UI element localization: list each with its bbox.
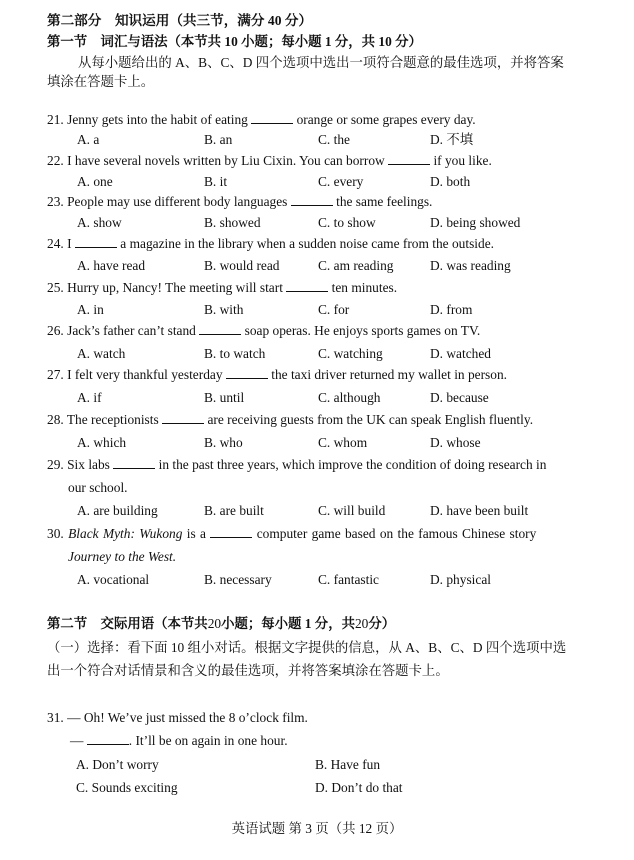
question-24-stem xyxy=(47,235,494,253)
question-25-stem xyxy=(47,279,397,297)
answer-blank xyxy=(286,279,328,292)
question-text-pre: Jenny gets into the habit of eating xyxy=(67,112,248,127)
option-c: C. to show xyxy=(318,215,376,230)
option-d: D. 不填 xyxy=(430,132,474,147)
option-a: A. are building xyxy=(77,503,158,518)
dialogue-line2-text: . It’ll be on again in one hour. xyxy=(128,733,288,748)
option-c: C. whom xyxy=(318,435,368,450)
option-d: D. watched xyxy=(430,346,491,361)
question-text-post: the same feelings. xyxy=(336,194,433,209)
dialogue-31-line2 xyxy=(70,732,288,750)
answer-blank xyxy=(87,732,129,745)
option-c: C. fantastic xyxy=(318,572,379,587)
option-d: D. physical xyxy=(430,572,491,587)
dialogue-line1-text: Oh! We’ve just missed the 8 o’clock film. xyxy=(83,710,308,725)
answer-blank xyxy=(226,366,268,379)
question-number: 22. xyxy=(47,153,64,168)
question-text-pre: I xyxy=(67,236,72,251)
option-a: A. vocational xyxy=(77,572,150,587)
option-b: B. would read xyxy=(204,258,280,273)
option-d: D. because xyxy=(430,390,489,405)
option-a: A. Don’t worry xyxy=(76,757,159,772)
question-number: 24. xyxy=(47,236,64,251)
dialogue-dash: — xyxy=(70,733,84,748)
option-d: D. from xyxy=(430,302,473,317)
option-d: D. was reading xyxy=(430,258,511,273)
option-d: D. Don’t do that xyxy=(315,780,403,795)
question-number: 26. xyxy=(47,323,64,338)
question-number: 27. xyxy=(47,367,64,382)
question-text-pre: Jack’s father can’t stand xyxy=(67,323,196,338)
question-30-continuation xyxy=(68,548,176,566)
question-28-stem xyxy=(47,411,533,429)
question-text-pre: The receptionists xyxy=(66,412,159,427)
option-a: A. have read xyxy=(77,258,146,273)
option-b: B. necessary xyxy=(204,572,272,587)
question-text-post: the taxi driver returned my wallet in person. xyxy=(271,367,507,382)
part-heading: 第二部分 知识运用（共三节，满分 40 分） xyxy=(47,13,313,28)
option-a: A. one xyxy=(77,174,113,189)
option-b: B. until xyxy=(204,390,245,405)
question-text-post: ten minutes. xyxy=(331,280,398,295)
answer-blank xyxy=(162,411,204,424)
question-21-stem xyxy=(47,111,476,129)
question-23-stem xyxy=(47,193,432,211)
option-b: B. who xyxy=(204,435,243,450)
question-text-post: orange or some grapes every day. xyxy=(296,112,476,127)
option-c: C. every xyxy=(318,174,364,189)
answer-blank xyxy=(291,193,333,206)
section1-intro-line2: 填涂在答题卡上。 xyxy=(47,74,155,89)
option-d: D. being showed xyxy=(430,215,521,230)
option-d: D. have been built xyxy=(430,503,529,518)
option-c: C. am reading xyxy=(318,258,394,273)
dialogue-dash: — xyxy=(67,710,81,725)
question-text-pre: Hurry up, Nancy! The meeting will start xyxy=(67,280,283,295)
question-text-pre: I have several novels written by Liu Cixin. You can borrow xyxy=(67,153,385,168)
question-text-post: in the past three years, which improve the condition of doing research in xyxy=(158,457,547,472)
question-text-pre: Six labs xyxy=(67,457,110,472)
option-b: B. Have fun xyxy=(315,757,381,772)
option-a: A. a xyxy=(77,132,100,147)
question-text-post: a magazine in the library when a sudden noise came from the outside. xyxy=(120,236,494,251)
option-a: A. if xyxy=(77,390,102,405)
option-b: B. showed xyxy=(204,215,261,230)
option-a: A. show xyxy=(77,215,122,230)
answer-blank xyxy=(113,456,155,469)
question-text-post: soap operas. He enjoys sports games on TV. xyxy=(244,323,481,338)
question-29-continuation: our school. xyxy=(68,480,128,495)
question-number: 23. xyxy=(47,194,64,209)
question-text-pre: I felt very thankful yesterday xyxy=(67,367,223,382)
question-text-pre: is a xyxy=(186,526,206,541)
page-footer: 英语试题 第 3 页（共 12 页） xyxy=(231,821,403,836)
question-text-post: are receiving guests from the UK can speak English fluently. xyxy=(207,412,534,427)
question-number: 29. xyxy=(47,457,64,472)
option-b: B. are built xyxy=(204,503,264,518)
section2-sub-line1: （一）选择：看下面 10 组小对话。根据文字提供的信息，从 A、B、C、D 四个选项中选 xyxy=(47,640,567,655)
question-number: 25. xyxy=(47,280,64,295)
game-title: Black Myth: Wukong xyxy=(68,526,183,541)
answer-blank xyxy=(251,111,293,124)
question-26-stem xyxy=(47,322,480,340)
option-b: B. with xyxy=(204,302,244,317)
answer-blank xyxy=(199,322,241,335)
question-text-post: computer game based on the famous Chinese story xyxy=(256,526,537,541)
question-27-stem xyxy=(47,366,507,384)
question-number: 30. xyxy=(47,526,64,541)
option-a: A. in xyxy=(77,302,104,317)
section2-heading: 第二节 交际用语（本节共20小题；每小题 1 分，共20分） xyxy=(47,616,396,631)
option-a: A. watch xyxy=(77,346,126,361)
option-c: C. watching xyxy=(318,346,383,361)
question-text-post: if you like. xyxy=(433,153,492,168)
question-22-stem xyxy=(47,152,492,170)
option-b: B. an xyxy=(204,132,233,147)
option-c: C. Sounds exciting xyxy=(76,780,178,795)
option-d: D. whose xyxy=(430,435,481,450)
section1-heading: 第一节 词汇与语法（本节共 10 小题；每小题 1 分，共 10 分） xyxy=(47,34,422,49)
question-number: 21. xyxy=(47,112,64,127)
story-title: Journey to the West. xyxy=(68,549,177,564)
option-a: A. which xyxy=(77,435,127,450)
option-c: C. will build xyxy=(318,503,386,518)
answer-blank xyxy=(210,525,252,538)
answer-blank xyxy=(388,152,430,165)
question-number: 28. xyxy=(47,412,64,427)
section2-sub-line2: 出一个符合对话情景和含义的最佳选项，并将答案填涂在答题卡上。 xyxy=(47,663,449,678)
question-number: 31. xyxy=(47,710,64,725)
section1-intro-line1: 从每小题给出的 A、B、C、D 四个选项中选出一项符合题意的最佳选项，并将答案 xyxy=(78,55,564,70)
option-c: C. the xyxy=(318,132,350,147)
question-30-stem xyxy=(47,525,536,543)
question-29-stem xyxy=(47,456,546,474)
option-b: B. to watch xyxy=(204,346,266,361)
question-text-pre: People may use different body languages xyxy=(67,194,288,209)
option-d: D. both xyxy=(430,174,471,189)
option-c: C. although xyxy=(318,390,381,405)
option-c: C. for xyxy=(318,302,350,317)
option-b: B. it xyxy=(204,174,228,189)
dialogue-31-line1 xyxy=(47,709,308,727)
answer-blank xyxy=(75,235,117,248)
